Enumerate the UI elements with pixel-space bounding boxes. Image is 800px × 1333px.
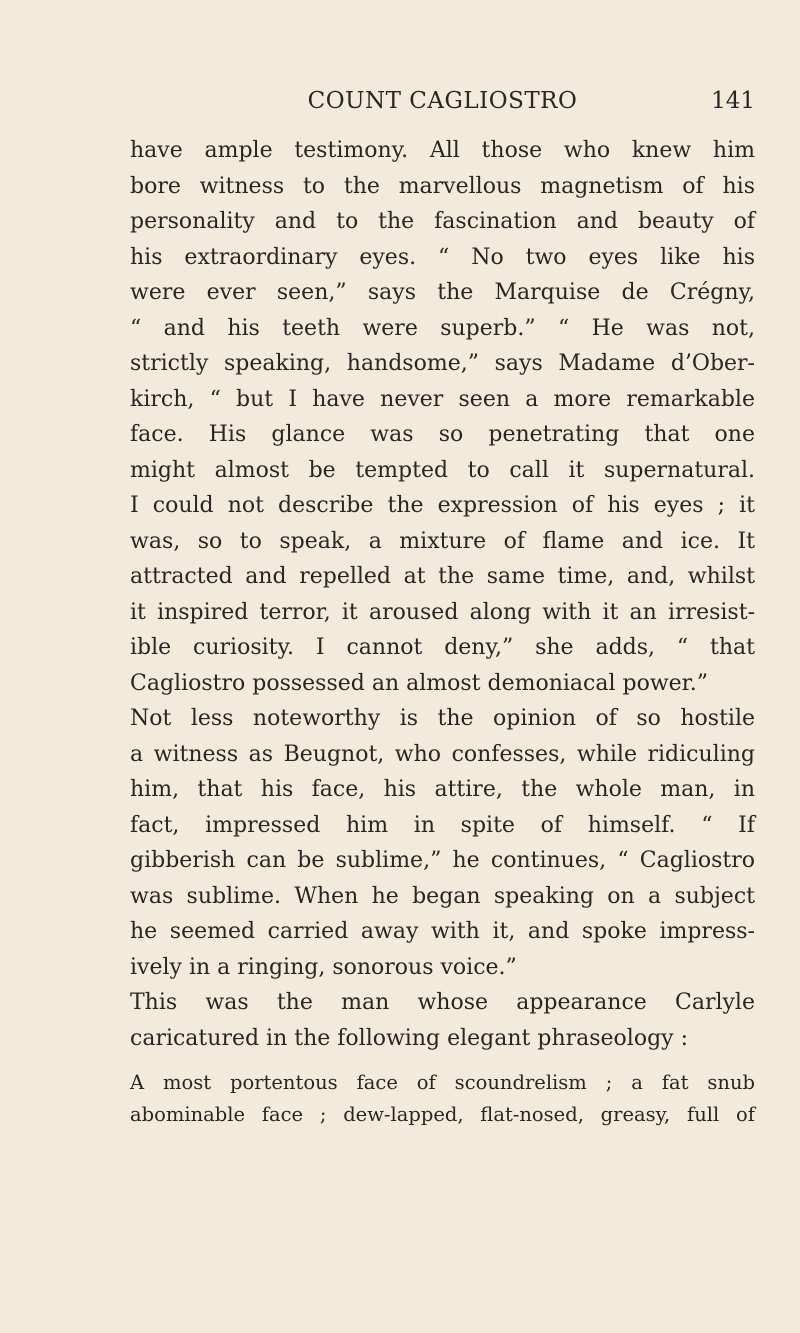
text-line: Cagliostro possessed an almost demoniacal power.”: [130, 670, 709, 696]
text-line: was, so to speak, a mixture of flame and ice. It: [130, 528, 755, 554]
text-line: This was the man whose appearance Carlyle: [130, 990, 755, 1015]
quote-line: A most portentous face of scoundrelism ; a fat snub: [130, 1071, 755, 1094]
text-line: personality and to the fascination and beauty of: [130, 209, 755, 234]
text-line: ible curiosity. I cannot deny,” she adds, “ that: [130, 635, 755, 660]
text-line: I could not describe the expression of his eyes ; it: [130, 493, 755, 518]
running-title: COUNT CAGLIOSTRO: [307, 88, 578, 114]
text-line: it inspired terror, it aroused along with it an irresist-: [130, 599, 755, 625]
body-text: [130, 133, 755, 1131]
text-line: gibberish can be sublime,” he continues, “ Cagliostro: [130, 848, 755, 873]
text-line: a witness as Beugnot, who confesses, while ridiculing: [130, 741, 755, 767]
text-line: Not less noteworthy is the opinion of so hostile: [130, 706, 755, 731]
text-line: strictly speaking, handsome,” says Madame d’Ober-: [130, 351, 755, 376]
text-line: caricatured in the following elegant phraseology :: [130, 1025, 689, 1051]
text-line: his extraordinary eyes. “ No two eyes like his: [130, 244, 755, 270]
quote-line: abominable face ; dew-lapped, flat-nosed, greasy, full of: [130, 1103, 755, 1126]
page-header: [130, 88, 755, 124]
text-line: ively in a ringing, sonorous voice.”: [130, 954, 517, 980]
text-line: he seemed carried away with it, and spoke impress-: [130, 919, 755, 944]
text-line: were ever seen,” says the Marquise de Crégny,: [130, 280, 755, 305]
text-line: him, that his face, his attire, the whole man, in: [130, 777, 755, 802]
text-line: was sublime. When he began speaking on a subject: [130, 883, 755, 909]
text-line: fact, impressed him in spite of himself. “ If: [130, 812, 755, 838]
text-line: kirch, “ but I have never seen a more remarkable: [130, 386, 755, 412]
block-quote: [130, 1067, 755, 1131]
text-line: have ample testimony. All those who knew him: [130, 138, 755, 163]
text-line: face. His glance was so penetrating that one: [130, 422, 755, 447]
text-line: “ and his teeth were superb.” “ He was not,: [130, 315, 755, 341]
text-line: bore witness to the marvellous magnetism of his: [130, 173, 755, 199]
paragraph-lines: [130, 133, 755, 1056]
text-line: attracted and repelled at the same time, and, whilst: [130, 564, 755, 589]
page-number: 141: [711, 88, 755, 114]
text-line: might almost be tempted to call it supernatural.: [130, 457, 755, 483]
